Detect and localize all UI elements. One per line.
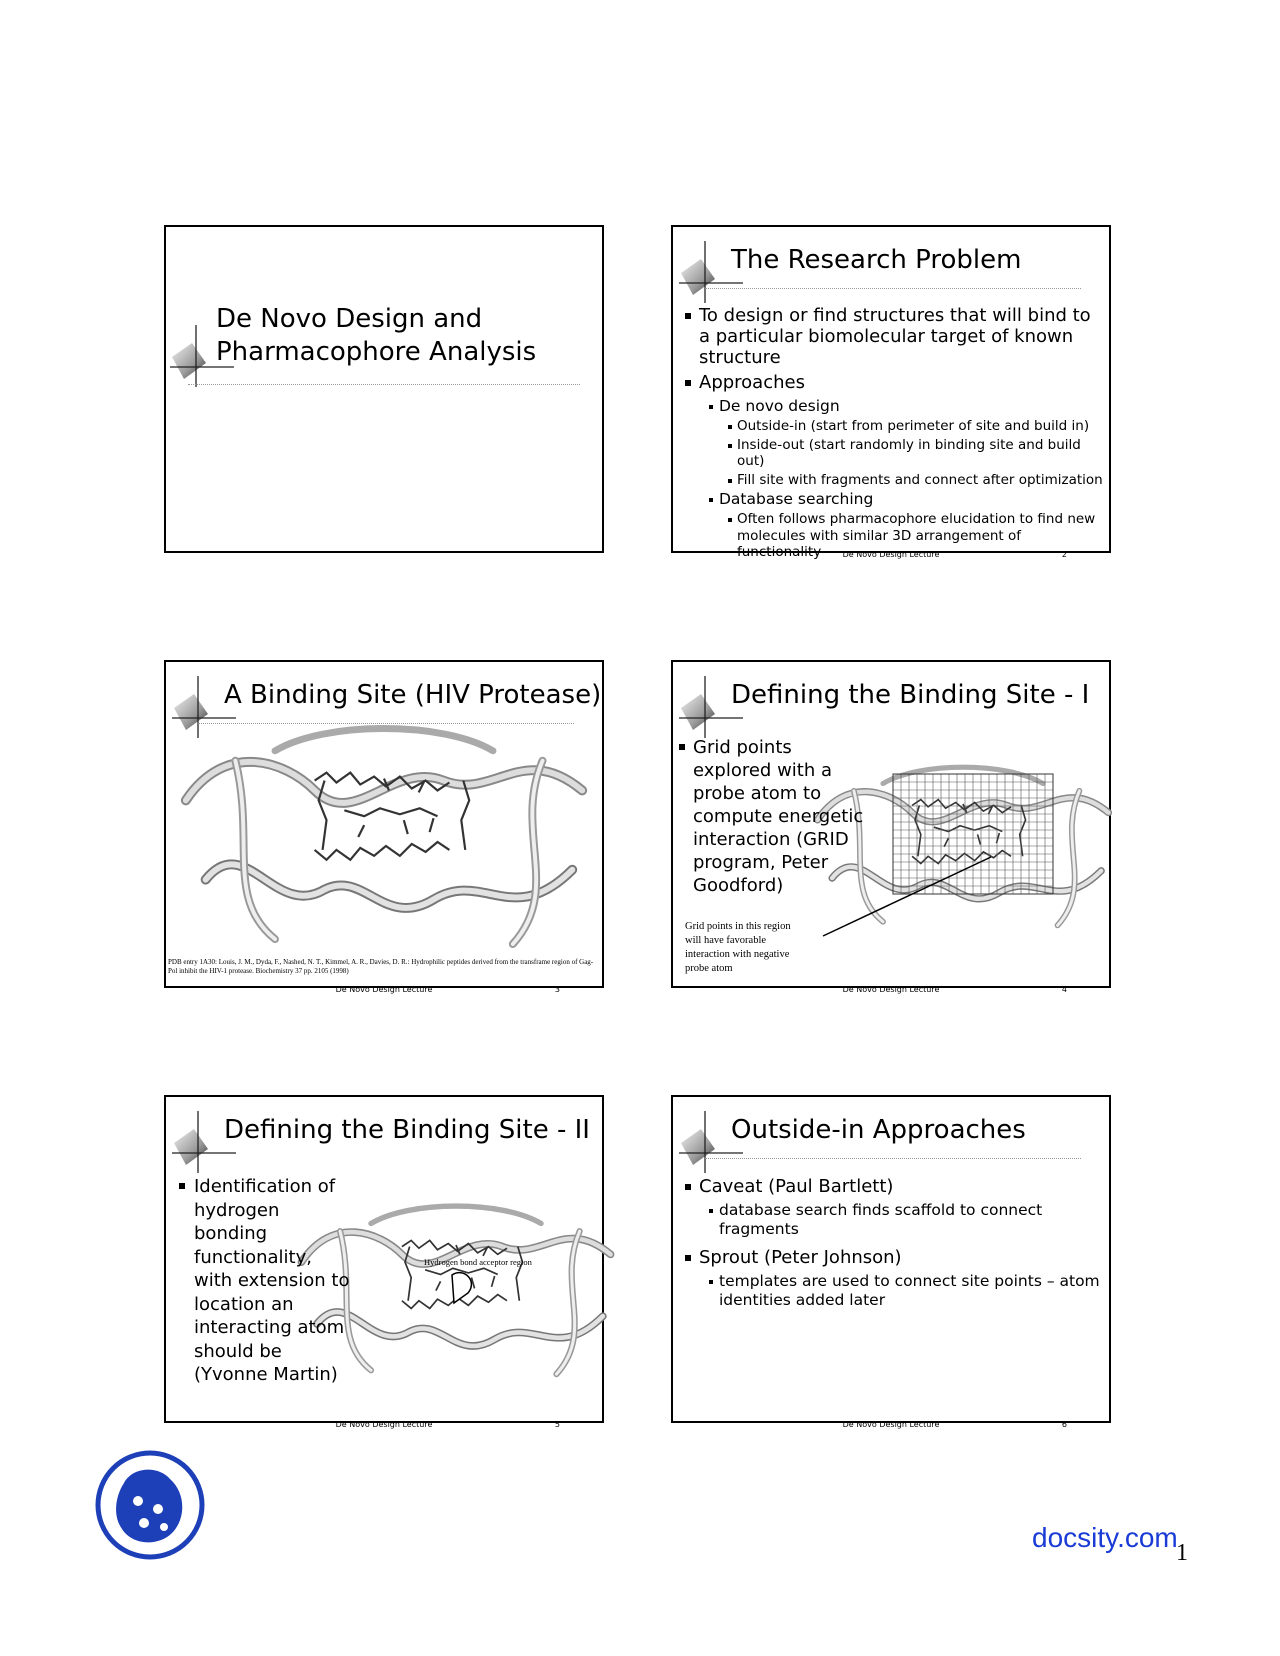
slide-4-title: Defining the Binding Site - I (731, 680, 1090, 710)
slide-3 (164, 660, 604, 994)
sub-sub-bullet-item: Inside-out (start randomly in binding site and build out) (673, 437, 1103, 470)
bullet-list (673, 1176, 1101, 1312)
page-number: 1 (1176, 1540, 1188, 1566)
annotation-line: Grid points in this region (685, 921, 791, 932)
sub-sub-bullet-item: Often follows pharmacophore elucidation to find new molecules with similar 3D arrangement of functionality (673, 511, 1103, 561)
slide-1 (164, 225, 604, 553)
slide-4 (671, 660, 1111, 994)
bullet-line: hydrogen (194, 1199, 280, 1221)
slide-number: 2 (1061, 550, 1067, 559)
docsity-logo-icon[interactable] (94, 1449, 206, 1561)
slide-6 (671, 1095, 1111, 1429)
slide-5 (164, 1095, 604, 1429)
bullet-line: with extension to (194, 1270, 350, 1291)
footer-text: De Novo Design Lecture (842, 1420, 940, 1429)
annotation-line: probe atom (685, 963, 733, 974)
bullet-line: compute energetic (693, 806, 864, 827)
title-divider (705, 1158, 1081, 1159)
slide-number: 3 (554, 985, 560, 994)
bullet-line: location an (194, 1293, 294, 1315)
bullet-marker (179, 1183, 185, 1189)
bullet-line: bonding (194, 1223, 268, 1244)
annotation-line: will have favorable (685, 935, 767, 946)
protein-structure-image (166, 720, 602, 960)
annotation-pointer (673, 662, 1109, 986)
bullet-item (166, 1175, 349, 1387)
hydrogen-bond-annotation: Hydrogen bond acceptor region (424, 1257, 532, 1267)
bullet-line: Goodford) (693, 875, 784, 896)
slide-6-title: Outside-in Approaches (731, 1115, 1026, 1145)
hydrogen-bond-site-image (316, 1163, 604, 1423)
bullet-item: Caveat (Paul Bartlett) (673, 1176, 1101, 1197)
bullet-line: Grid points (693, 737, 792, 758)
slide-5-title: Defining the Binding Site - II (224, 1115, 590, 1145)
slide-number: 5 (554, 1420, 560, 1429)
bullet-line: Identification of (194, 1176, 336, 1197)
sub-bullet-item: database search finds scaffold to connect fragments (673, 1201, 1101, 1239)
sub-sub-bullet-item: Fill site with fragments and connect after optimization (673, 472, 1103, 489)
title-divider (188, 384, 580, 385)
bullet-line: (Yvonne Martin) (194, 1364, 338, 1385)
title-line-2: Pharmacophore Analysis (216, 337, 537, 367)
slide-number: 6 (1061, 1420, 1067, 1429)
bullet-line: explored with a (693, 760, 833, 781)
bullet-line: probe atom to (693, 783, 822, 804)
slide-2 (671, 225, 1111, 560)
slide-number: 4 (1061, 985, 1067, 994)
bullet-item: Sprout (Peter Johnson) (673, 1247, 1101, 1268)
footer-text: De Novo Design Lecture (335, 985, 433, 994)
footer-text: De Novo Design Lecture (842, 985, 940, 994)
slide-3-title: A Binding Site (HIV Protease) (224, 680, 602, 710)
bullet-list (673, 305, 1103, 563)
slide-1-title (216, 303, 536, 369)
docsity-link[interactable]: docsity.com (1032, 1522, 1178, 1553)
footer-text: De Novo Design Lecture (335, 1420, 433, 1429)
slide-2-title: The Research Problem (731, 245, 1022, 275)
figure-caption: PDB entry 1A30: Louis, J. M., Dyda, F., Nashed, N. T., Kimmel, A. R., Davies, D. R.: Hydrophilic peptides derived from the transframe region of Gag-Pol inhibit the HIV-1 protease. Biochemistry 37 pp. 2105 (1998) (168, 958, 594, 975)
sub-sub-bullet-item: Outside-in (start from perimeter of site and build in) (673, 418, 1103, 435)
sub-bullet-item: templates are used to connect site points – atom identities added later (673, 1272, 1101, 1310)
bullet-line: should be (194, 1340, 282, 1362)
annotation-line: interaction with negative (685, 949, 790, 960)
sub-bullet-item: De novo design (673, 397, 1103, 416)
footer-text: De Novo Design Lecture (842, 550, 940, 559)
title-divider (705, 288, 1081, 289)
bullet-line: interacting atom (194, 1317, 345, 1338)
bullet-line: interaction (GRID (693, 829, 849, 850)
bullet-item: Approaches (673, 372, 1103, 393)
sub-bullet-item: Database searching (673, 490, 1103, 509)
bullet-item: To design or find structures that will bind to a particular biomolecular target of known structure (673, 305, 1103, 368)
bullet-line: functionality, (194, 1246, 312, 1268)
bullet-line: program, Peter (693, 852, 829, 873)
title-line-1: De Novo Design and (216, 304, 483, 334)
